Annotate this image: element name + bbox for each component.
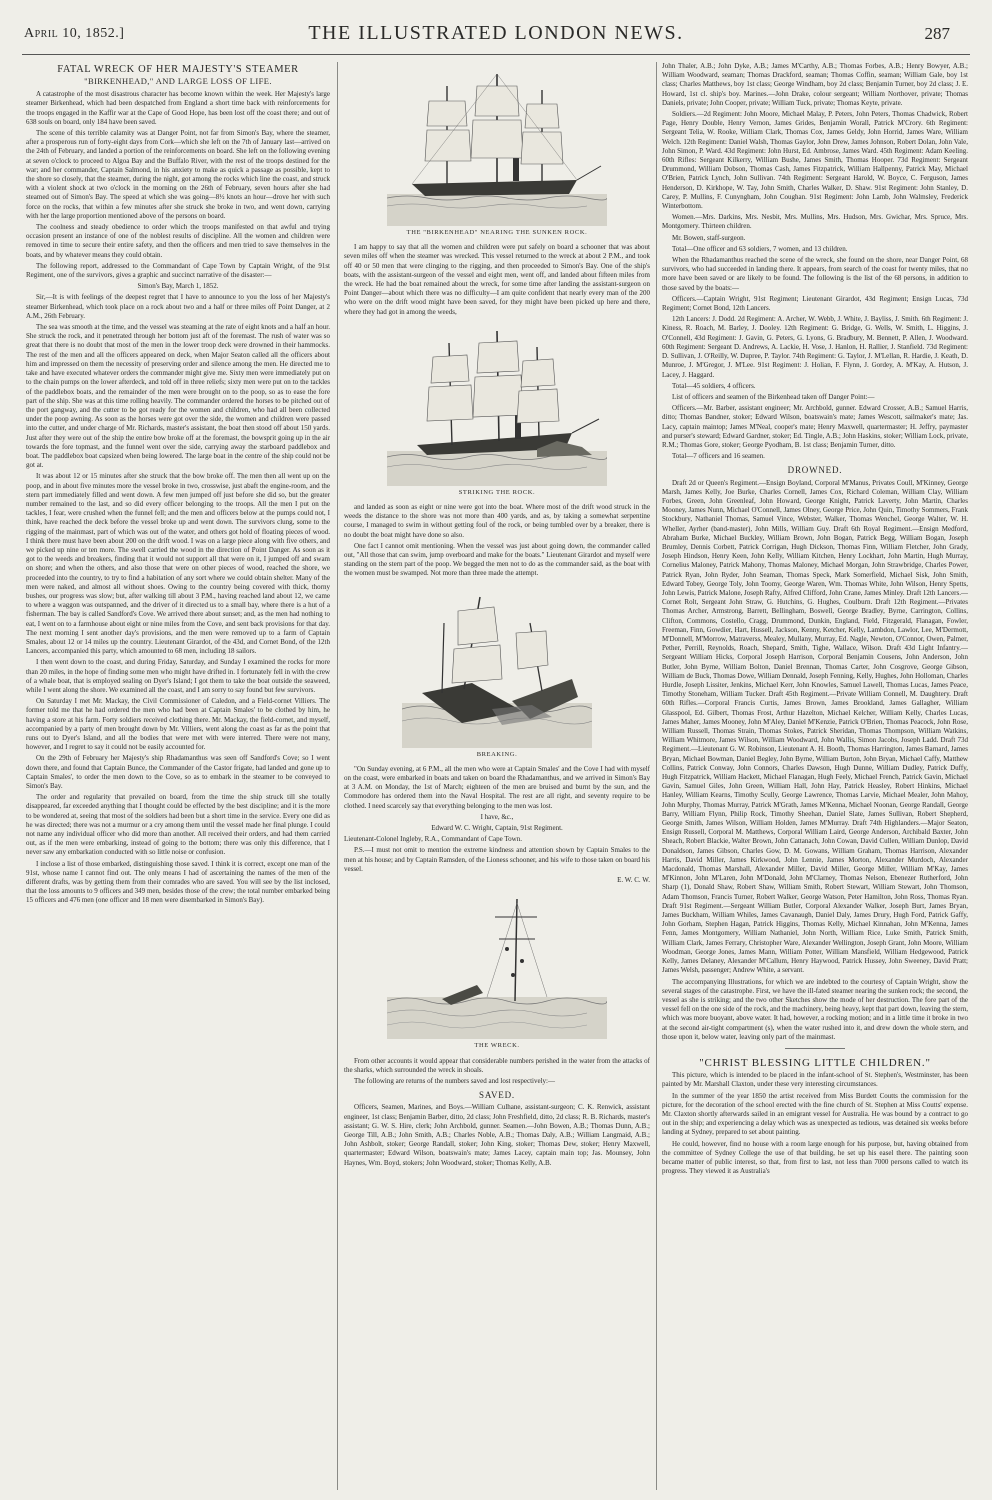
illustration-caption: BREAKING. xyxy=(476,750,518,758)
section-heading-drowned: DROWNED. xyxy=(787,465,843,476)
paragraph: Total—7 officers and 16 seamen. xyxy=(672,452,765,461)
ship-wreck-illustration xyxy=(387,889,607,1039)
paragraph: The order and regularity that prevailed on board, from the time the ship struck till she totally disappeared, far exceeded anything that I thought could be effected by the best discipline; and it is the more to be wondered at, seeing that most of the soldiers had been but a short time in the service. Every one did as he was directed; there was not a murmur or a cry among them until the vessel made her final plunge. I could not name any individual officer who did more than another. All received their orders, and had them carried out, as if the men were embarking, instead of going to the bottom; there was only this difference, that I never saw any embarkation conducted with so little noise or confusion. xyxy=(26,793,330,857)
column-divider xyxy=(656,62,657,1490)
paragraph: Soldiers.—2d Regiment: John Moore, Michael Malay, P. Peters, John Peters, Thomas Chadwick, Robert Page, Henry Double, Henry Vernon, James Grides, Benjamin Worall, Patrick M'Crory. 6th Regiment: Sergeant Telia, W. Rooke, William Clark, Thomas Cox, James Geldy, John Horrid, James Ware, William Welch. 12th Regiment: Daniel Walsh, Thomas Gaylor, John Drew, James Johnson, Robert Dolan, John Vale, John Simon, P. Ward. 43d Regiment: John Hurst, Ed. Ambrose, James Ward. 45th Regiment: Adam Keeling. 60th Rifles: Sergeant Kilkerry, William Bushe, James Smith, Thomas Hooper. 73d Regiment: Sergeant Drummond, William Dobson, Thomas Cash, James Fitzpatrick, William Hallpenny, Patrick May, Michael O'Brien, Patrick Lynch, John Sullivan. 74th Regiment: Sergeant Harold, W. Boyce, C. Ferguson, James Henderson, D. Kirkhope, W. Tay, John Smith, Charles Walker, D. Shaw. 91st Regiment: John Stanley, D. Carey, P. Mullins, F. Cunyngham, John Coughan. 91st Regiment: John Lamb, John Walmsley, Frederick Winterbottom. xyxy=(662,110,968,211)
illustration-wreck xyxy=(344,889,650,1050)
column-2 xyxy=(344,62,650,1492)
paragraph: Women.—Mrs. Darkins, Mrs. Nesbit, Mrs. Mullins, Mrs. Hudson, Mrs. Gwichar, Mrs. Spruce, Mrs. Montgomery. Thirteen children. xyxy=(662,213,968,231)
paragraph: This picture, which is intended to be placed in the infant-school of St. Stephen's, Westminster, has been painted by Mr. Marshall Claxton, under these very interesting circumstances. xyxy=(662,1071,968,1089)
illustration-striking-rock xyxy=(344,321,650,497)
paragraph: Total—45 soldiers, 4 officers. xyxy=(672,381,756,390)
illustration-caption: THE WRECK. xyxy=(474,1042,520,1050)
page-number: 287 xyxy=(924,24,950,43)
paragraph: The following report, addressed to the Commandant of Cape Town by Captain Wright, of the 91st Regiment, one of the survivors, gives a graphic and succinct narrative of the disaster:— xyxy=(26,261,330,280)
paragraph: "On Sunday evening, at 6 P.M., all the men who were at Captain Smales' and the Cove I had with myself on the coast, were embarked in boats and taken on board the Rhadamanthus, and we arrived in Simon's Bay at 3 A.M. on Monday, the 1st of March; eighteen of the men are bruised and burnt by the sun, and the Commodore has ordered them into the Naval Hospital. The rest are all right, and seventy require to be clothed. I need scarcely say that everything belonging to the men was lost. xyxy=(344,764,650,810)
paragraph: In the summer of the year 1850 the artist received from Miss Burdett Coutts the commission for the picture, for the decoration of the school erected with the fine church of St. Stephen at Miss Coutts' expense. Mr. Claxton shortly afterwards sailed in an emigrant vessel for Australia. He was bound by a contract to go out in the ship; and experiencing a delay which was as unexpected as tedious, was detained six weeks before landing at Sydney, prepared to set about painting. xyxy=(662,1091,968,1137)
ship-breaking-illustration xyxy=(402,583,592,748)
paragraph: I then went down to the coast, and during Friday, Saturday, and Sunday I examined the rocks for more than 20 miles, in the hope of finding some men who might have drifted in. I fortunately fell in with the crew of a whale boat, that is employed sealing on Dyer's Island; I got them to take the boat outside the seaweed, while I went along the shore. We examined all the coast, and I am sorry to say found but few survivors. xyxy=(26,658,330,694)
paragraph: Sir,—It is with feelings of the deepest regret that I have to announce to you the loss of her Majesty's steamer Birkenhead, which took place on a rock about two and a half or three miles off Point Danger, at 2 A.M., 26th February. xyxy=(26,293,330,320)
letter-closing: I have, &c., xyxy=(480,812,514,821)
illustration-nearing-rock xyxy=(344,66,650,237)
paragraph: From other accounts it would appear that considerable numbers perished in the water from the attacks of the sharks, which surrounded the wreck in shoals. xyxy=(344,1056,650,1074)
paragraph: Officers.—Mr. Barber, assistant engineer; Mr. Archbold, gunner. Edward Crosser, A.B.; Samuel Harris, ditto; Thomas Bandner, stoker; Edward Wilson, boatswain's mate; James Wescott, sailmaker's mate; Jas. Lacy, captain maintop; James M'Neal, cooper's mate; Henry Maxwell, quartermaster; H. Jeffry, paymaster and purser's steward; Edward Gardner, stoker; Ed. Tingle, A.B.; John Haskins, stoker; William Lock, private, R.M.; Thomas Gore, stoker; George Pyodham, B. 1st class; Benjamin Turner, ditto. xyxy=(662,404,968,449)
paragraph: I inclose a list of those embarked, distinguishing those saved. I think it is correct, except one man of the 91st, whose name I cannot find out. The only means I had of ascertaining the names of the men of the different drafts, was by getting them from their comrades who are saved. You will see by the list inclosed, that the loss amounts to 9 officers and 349 men, besides those of the crew; the total number embarked being 15 officers and 476 men (one officer and 18 men were disembarked in Simon's Bay). xyxy=(26,859,330,905)
paragraph: Total—One officer and 63 soldiers, 7 women, and 13 children. xyxy=(672,244,848,253)
paragraph: Officers, Seamen, Marines, and Boys.—William Culhane, assistant-surgeon; C. K. Renwick, assistant engineer, 1st class; Benjamin Barber, ditto, 2d class; John Freshfield, ditto, 2d class; R. B. Richards, master's assistant; G. W. S. Hire, clerk; John Archbold, gunner. Seamen.—John Bowen, A.B.; Thomas Dunn, A.B.; George Till, A.B.; John Smith, A.B.; Charles Noble, A.B.; Thomas Daly, A.B.; William Langmaid, A.B.; John Ashbolt, stoker; George Randall, stoker; John King, stoker; Thomas Dew, stoker; Henry Maxwell, quartermaster; Edward Wilson, boatswain's mate; James Lacey, captain main top; Jas. Mounsey, John Haynes, Wm. Boyd, stokers; John Woodward, stoker; Thomas Kelly, A.B. xyxy=(344,1103,650,1167)
paragraph: The coolness and steady obedience to order which the troops manifested on that awful and trying occasion present an instance of one of the noblest results of discipline. All the women and children were removed in time to secure their entire safety, and then the officers and men tried to save themselves in the boats, and by whatever means they could obtain. xyxy=(26,223,330,259)
paragraph: List of officers and seamen of the Birkenhead taken off Danger Point:— xyxy=(672,392,875,401)
paragraph: The sea was smooth at the time, and the vessel was steaming at the rate of eight knots and a half an hour. She struck the rock, and it penetrated through her bottom just aft of the foremast. The rush of water was so great that there is no doubt that most of the men in the lower troop deck were drowned in their hammocks. The rest of the men and all the officers appeared on deck, when Major Seaton called all the officers about him and impressed on them the necessity of preserving order and silence among the men. He directed me to take and have executed whatever orders the commander might give me. Sixty men were immediately put on to the chain pumps on the lower afterdeck, and told off in three reliefs; sixty men were put on to the tackles of the paddlebox boats, and the remainder of the men were brought on to the poop, so as to ease the fore part of the ship. She was at this time rolling heavily. The commander ordered the horses to be pitched out of the port gangway, and the cutter to be got ready for the women and children, who had all been collected under the poop awning. As soon as the horses were got over the side, the women and children were passed into the cutter, and under charge of Mr. Richards, master's assistant, the boat then stood off about 150 yards. Just after they were out of the ship the entire bow broke off at the foremast, the bowsprit going up in the air towards the fore topmast, and the funnel went over the side, carrying away the starboard paddlebox and boat. The paddlebox boat capsized when being lowered. The large boat in the centre of the ship could not be got at. xyxy=(26,323,330,470)
ship-striking-rock-illustration xyxy=(387,321,607,486)
paragraph: On Saturday I met Mr. Mackay, the Civil Commissioner of Caledon, and a Field-cornet Villiers. The former told me that he had ordered the men who had been at Captain Smales' to be clothed by him, he having a store at his farm. Forty soldiers received clothing there. Mr. Mackay, the field-cornet, and myself, accompanied by a party of men brought down by Mr. Villiers, went along the coast as far as the point that runs out to Dyer's Island, and all the bodies that were met with were interred. There were not many, however, and I regret to say it could not be easily accounted for. xyxy=(26,697,330,752)
postscript: P.S.—I must not omit to mention the extreme kindness and attention shown by Captain Smales to the men at his house; and by Captain Ramsden, of the Lioness schooner, and his wife to those taken on board his vessel. xyxy=(344,846,650,873)
paragraph: It was about 12 or 15 minutes after she struck that the bow broke off. The men then all went up on the poop, and in about five minutes more the vessel broke in two, crosswise, just abaft the engine-room, and the stern part immediately filled and went down. A few men jumped off just before she did so, but the greater number remained to the last, and so did every officer belonging to the troops. All the men I put on the tackles, I fear, were crushed when the funnel fell; and the men and officers below at the pumps could not, I think, have reached the deck before the vessel broke up and went down. The survivors clung, some to the rigging of the mainmast, part of which was out of the water, and others got hold of floating pieces of wood. I think there must have been about 200 on the drift wood. I was on a large piece along with five others, and we picked up nine or ten more. The swell carried the wood in the direction of Point Danger. As soon as it got to the weeds and breakers, finding that it would not support all that were on it, I jumped off and swam on shore; and when the others, and also those that were on other pieces of wood, reached the shore, we proceeded into the country, to try to find a habitation of any sort where we could obtain shelter. Many of the men were naked, and almost all without shoes. Owing to the country being covered with thick, thorny bushes, our progress was slow; but, after walking till about 3 P.M., having reached land about 12, we came to where a waggon was outspanned, and the driver of it directed us to a small bay, where there is a hut of a fisherman. The bay is called Sandford's Cove. We arrived there about sunset; and, as the men had nothing to eat, I went on to a farmhouse about eight or nine miles from the Cove, and sent back provisions for that day. The next morning I sent another day's provisions, and the men were removed up to a farm of Captain Smales, about 12 or 14 miles up the country. Lieutenant Girardot, of the 43d, and Cornet Bond, of the 12th Lancers, accompanied this party, which amounted to 68 men, including 18 sailors. xyxy=(26,472,330,656)
paragraph: 12th Lancers: J. Dodd. 2d Regiment: A. Archer, W. Webb, J. White, J. Bayliss, J. Smith. 6th Regiment: J. Kiness, R. Roach, M. Barley, J. Dooley. 12th Regiment: G. Bridge, G. Wells, W. Smith, L. Higgins, J. O'Connell, 43d Regiment: J. Gavin, G. Peters, G. Lyons, G. Bradbury, M. Bennett, P. Allen, J. Woodward. 60th Regiment: Sergeant D. Andrews, A. Lackie, H. Vose, J. Hanlon, H. Rallier, J. Stanfield. 73d Regiment: D. Sullivan, J. O'Reilly, W. Dupree, P. Taylor. 74th Regiment: G. Taylor, J. M'Lellan, R. Hardie, J. Keath, D. Munroe, J. M'Gregor, J. M'Lee. 91st Regiment: J. Holian, F. Flynn, J. Gordey, A. M'Kay, A. Hutson, J. Lacey, J. Haggard. xyxy=(662,315,968,379)
paragraph: Draft 2d or Queen's Regiment.—Ensign Boyland, Corporal M'Manus, Privates Coull, M'Kinney, George Marsh, James Kelly, Joe Burke, Charles Cornell, James Cox, Richard Coleman, William Clay, William Forbes, Green, John Greenleaf, John Howard, George Knight, Patrick Laverty, John Martin, Charles Mooney, James Nunn, Michael O'Connell, James Olney, George Price, John Quin, Timothy Sommers, Frank Stockbury, Nathaniel Thomas, Samuel Vince, Webster, Walker, Thomas Wenchel, George Walter, W. H. Wheller, Ayrher (band-master), John Mills, William Guy. Draft 6th Royal Regiment.—Ensign Medford, Abraham Burke, Michael Buckley, William Brown, John Bogan, Patrick Begg, William Bogan, Joseph Brumley, Dennis Corbett, Patrick Corrigan, Hugh Dickson, Thomas Finn, William Fletcher, John Grady, Joseph Hindson, Henry Keen, John Kelly, William Kitchen, Henry Lockhart, John Martin, Hugh Murray, Cornelius Maloney, Patrick Mahony, Thomas Maloney, Michael Morgan, John Strawbridge, Charles Power, Patrick Ryan, John Ryder, John Seaman, Thomas Speck, Mark Somerfield, Michael Sisk, John Smith, Edward Tobey, George Toly, John Toomy, George Waren, Wm. Thomas White, John Wilson, Henry Spetts, John Lewis, Patrick Malone, Joseph Rafty, Alfred Clifford, John Crane, James Minley. Draft 12th Lancers.—Cornet Rolt, Sergeant John Straw, G. Hutchins, G. Hughes, Coulburn. Draft 12th Regiment.—Privates Thomas Archer, Armstrong, Barrett, Bellingham, Boswell, George Bradley, Byrne, Carrington, Collins, Clifton, Commons, Costello, Cragg, Drummond, Dunkin, England, Field, Fitzgerald, Flanagan, Fowler, Freeman, Finn, Gowdier, Hart, Hussell, Jackson, Kenny, Ketcher, Kelly, Lambdon, Lawlor, Lee, M'Dermott, M'Donnell, M'Morrow, Matraverss, Mealey, Mullany, Murray, Ed. Nagle, Newton, O'Connor, Owen, Palmer, Pether, Perrill, Reynolds, Roach, Shepard, Smith, Tighe, Wallace, Wilson. Draft 43d Light Infantry.—Sergeant William Hicks, Corporal Joseph Harrison, Corporal Benjamin Cousens, John Anderson, John Butler, John Byrne, William Bolton, Daniel Brennan, Thomas Carter, John Cosgrove, George Gibson, William de Buck, Thomas Dowe, William Dennald, Joseph Fenning, Kelly, Hughes, John Holloman, Charles Hurdle, Joseph Lissiter, Jenkins, Michael Kerr, John Knowles, Samuel Lawell, Thomas Lucas, James Peace, Timothy Stoneham, William Tucker. Draft 45th Regiment.—Private William Connell, M. Daughtery. Draft 60th Rifles.—Corporal Francis Curtis, James Brown, James Brookland, James Gallagher, William Glasspool, Ed. Gilbert, Thomas Frost, Arthur Hazelton, Michael Kelcher, William Kelly, Charles Lucas, James Maher, James Mooney, John M'Aley, Daniel M'Kenzie, Patrick O'Brien, Thomas Peacock, John Rose, William Russell, Thomas Strain, Thomas Stokes, Patrick Sheridan, Thomas Thompson, William Watkins, William Whitmore, James Wilson, William Woodward, John Wallis, Simon Jacobs, Joseph Ladd. Draft 73d Regiment.—Lieutenant G. W. Robinson, Lieutenant A. H. Booth, Thomas Harrington, James Barnard, James Bryan, Michael Bowman, Daniel Begley, John Byrne, William Burton, John Bryan, Michael Caffy, Matthew Collins, Patrick Conway, John Connors, Charles Dawson, Hugh Dunne, William Dudley, Patrick Duffy, Hugh Fitzpatrick, William Hackett, Michael Flanagan, Hugh Feely, Michael French, Patrick Gavin, Michael Gavin, Samuel Giles, John Green, William Hall, John Hay, Patrick Heasley, Robert Hinkins, Michael Hanley, William Kearns, Timothy Scully, George Lawrence, Thomas Larvie, Michael Mealer, John Mahoy, John Murphy, Thomas Murray, Patrick M'Grath, James M'Kenna, Michael Noonan, George Randall, George Barry, William Flynn, Philip Rock, Timothy Sheehan, Daniel Slate, James Sullivan, Robert Shepherd, George Smith, James Wilson, William Holden, James M'Murray. Draft 74th Highlanders.—Major Seaton, Ensign Russell, Corporal M. Matthews, Corporal William Laird, George Anderson, Archibald Baxter, John Sheach, Robert Blackie, Walter Brown, John Cattanach, John Cowan, David Cullen, William Dunlop, David Donaldson, James Gibson, Charles Gow, D. M. Gowans, William Graham, Thomas Harrison, Alexander Harris, David Miller, James Kirkwood, John Lennie, James Morton, Alexander Murdoch, Alexander Macdonald, Thomas Marshall, Alexander Miller, David Miller, George Miller, William M'Kay, James M'Kinnon, John M'Laren, John M'Donald, John M'Clarney, Thomas Nelson, Ebenezer Rutherford, John Sharp (1), Donald Shaw, Robert Shaw, William Smith, Robert Stewart, William Stewart, John Thomson, Adam Thomson, Francis Turner, Robert Walker, George Watson, Peter Hamilton, John Ross, Thomas Ryan. Draft 91st Regiment.—Sergeant William Butler, Corporal Alexander Walker, Joseph Burt, James Bryan, James Buckham, William Whiles, James Cavanaugh, Daniel Daly, James Drury, Hugh Ford, Patrick Gaffy, John Gorham, Stephen Hagan, Patrick Higgins, Thomas Kelly, Michael Kinnahan, John M'Kenna, James Fenn, James Montgomery, William Nathaniel, John North, William Rice, Luke Smith, Patrick Smith, William Clark, James Ferrary, Christopher Ware, Alexander Wellington, Joseph Grant, John Moore, William Woodman, George Jones, James Mann, William Potter, William Mansfield, William Hedgewood, Patrick Kelly, James Delaney, Alexander M'Callum, Henry Haywood, Patrick Hussey, John Sweeney, David Pratt; James Welsh, passenger; Andrew White, a servant. xyxy=(662,478,968,975)
section-heading-saved: SAVED. xyxy=(479,1090,515,1101)
paragraph: He could, however, find no house with a room large enough for his purpose, but, having obtained from the committee of Sydney College the use of that building, he set up his easel there. The painting soon became matter of public interest, so that, from first to last, not less than 7000 persons called to watch its progress. They viewed it as Australia's xyxy=(662,1139,968,1176)
illustration-caption: STRIKING THE ROCK. xyxy=(458,488,536,496)
illustration-caption: THE "BIRKENHEAD" NEARING THE SUNKEN ROCK. xyxy=(406,229,588,236)
column-divider xyxy=(337,62,338,1490)
letter-signature: Edward W. C. Wright, Captain, 91st Regiment. xyxy=(431,824,563,833)
paragraph: One fact I cannot omit mentioning. When the vessel was just about going down, the commander called out, "All those that can swim, jump overboard and make for the boats." Lieutenant Girardot and myself were standing on the stern part of the poop. We begged the men not to do as the commander said, as the boat with the women must be swamped. Not more than three made the attempt. xyxy=(344,541,650,578)
paragraph: The accompanying Illustrations, for which we are indebted to the courtesy of Captain Wright, show the several stages of the catastrophe. First, we have the ill-fated steamer nearing the sunken rock; the second, the vessel as she is striking; and the two other Sketches show the mode of her destruction. The fore part of the vessel fell on the one side of the rock, and the machinery, being heavy, kept that part down, leaving the stern, which was more buoyant, above water. It had, however, a rocking motion; and in a little time it broke in two at the second air-tight compartment (s), when the water rushed into it, and drew down the whole stern, and those upon it, below water, leaving only part of the mainmast. xyxy=(662,977,968,1041)
paragraph: The scene of this terrible calamity was at Danger Point, not far from Simon's Bay, where the steamer, after a prosperous run of forty-eight days from Cork—which she left on the 7th of January last—arrived on the 24th of February, and landed a portion of the reinforcements on board. She left on the following evening at seven o'clock to proceed to Algoa Bay and the Buffalo River, with the rest of the troops destined for the war; and her commander, Captain Salmond, in his anxiety to make as quick a passage as possible, kept to the shore so closely, that the steamer, during the night, got among the rocks which line the coast, and struck with a violent shock at two o'clock in the morning on the 26th of February, seven hours after she had steamed out of Simon's Bay. The speed at which she was going—8½ knots an hour—drove her with such force on the rocks, that within a few minutes after she struck she broke in two, and went down, carrying with her the large proportion mentioned above of the persons on board. xyxy=(26,129,330,220)
article-subheadline: "BIRKENHEAD," AND LARGE LOSS OF LIFE. xyxy=(84,76,272,86)
steamship-illustration xyxy=(387,66,607,226)
paragraph: John Thaler, A.B.; John Dyke, A.B.; James M'Carthy, A.B.; Thomas Forbes, A.B.; Henry Bowyer, A.B.; William Woodward, seaman; Thomas Drackford, seaman; Thomas Coffin, seaman; William Gale, boy 1st class; Charles Matthews, boy 1st class; George Windham, boy 2d class; Benjamin Turner, boy 2d class; J. E. Howard, 1st cl. ship's boy. Marines.—John Drake, colour sergeant; William Northover, private; Thomas Daniels, private; John Cooper, private; William Tuck, private; Thomas Keyte, private. xyxy=(662,62,968,107)
masthead xyxy=(22,14,970,55)
paragraph: The following are returns of the numbers saved and lost respectively:— xyxy=(354,1076,555,1085)
section-divider xyxy=(785,1048,845,1049)
article-headline: FATAL WRECK OF HER MAJESTY'S STEAMER xyxy=(57,64,299,75)
column-1 xyxy=(26,62,330,1492)
article-headline-christ-blessing: "CHRIST BLESSING LITTLE CHILDREN." xyxy=(699,1056,931,1069)
letter-dateline: Simon's Bay, March 1, 1852. xyxy=(137,282,219,291)
column-3 xyxy=(662,62,968,1492)
paragraph: Mr. Bowen, staff-surgeon. xyxy=(672,233,746,242)
issue-date: April 10, 1852.] xyxy=(24,26,125,41)
paragraph: When the Rhadamanthus reached the scene of the wreck, she found on the shore, near Danger Point, 68 survivors, who had succeeded in landing there. It appears, from search of the coast for twenty miles, that no more have been saved or are likely to be found. The following is the list of the 68 persons, in addition to those saved by the boats:— xyxy=(662,256,968,292)
letter-addressee: Lieutenant-Colonel Ingleby, R.A., Commandant of Cape Town. xyxy=(344,835,522,844)
paragraph: A catastrophe of the most disastrous character has become known within the week. Her Majesty's large steamer Birkenhead, which had been despatched from England a short time back with reinforcements for the troops engaged in the Kaffir war at the Cape of Good Hope, has been lost off the coast there; and out of 638 souls on board, only 184 have been saved. xyxy=(26,90,330,126)
postscript-initials: E. W. C. W. xyxy=(617,876,650,885)
paragraph: On the 29th of February her Majesty's ship Rhadamanthus was seen off Sandford's Cove; so I went down there, and found that Captain Bunce, the Commander of the Castor frigate, had landed and gone up to Captain Smales', to order the men down to the Cove, so as to embark in the steamer to be conveyed to Simon's Bay. xyxy=(26,754,330,791)
paragraph: Officers.—Captain Wright, 91st Regiment; Lieutenant Girardot, 43d Regiment; Ensign Lucas, 73d Regiment; Cornet Bond, 12th Lancers. xyxy=(662,294,968,313)
newspaper-title: THE ILLUSTRATED LONDON NEWS. xyxy=(308,22,684,44)
paragraph: I am happy to say that all the women and children were put safely on board a schooner that was about seven miles off when the steamer was wrecked. This vessel returned to the wreck at about 2 P.M., and took off 40 or 50 men that were clinging to the rigging, and then proceeded to Simon's Bay. One of the ship's boats, with the assistant-surgeon of the vessel and eight men, went off, and landed about fifteen miles from the wreck. He had the boat remained about the wreck, for some time after landing the assistant-surgeon on Point Danger—about which there was no difficulty—I am quite confident that nearly every man of the 200 who were on the drift wood might have been saved, for they might have been picked up here and there, where they had got in among the weeds, xyxy=(344,243,650,316)
paragraph: and landed as soon as eight or nine were got into the boat. Where most of the drift wood struck in the weeds the distance to the shore was not more than 400 yards, and as, by taking a somewhat serpentine course, I managed to swim in without getting foul of the rock, or being tumbled over by a breaker, there is no doubt the boat might have done so also. xyxy=(344,503,650,539)
illustration-breaking xyxy=(344,583,650,759)
